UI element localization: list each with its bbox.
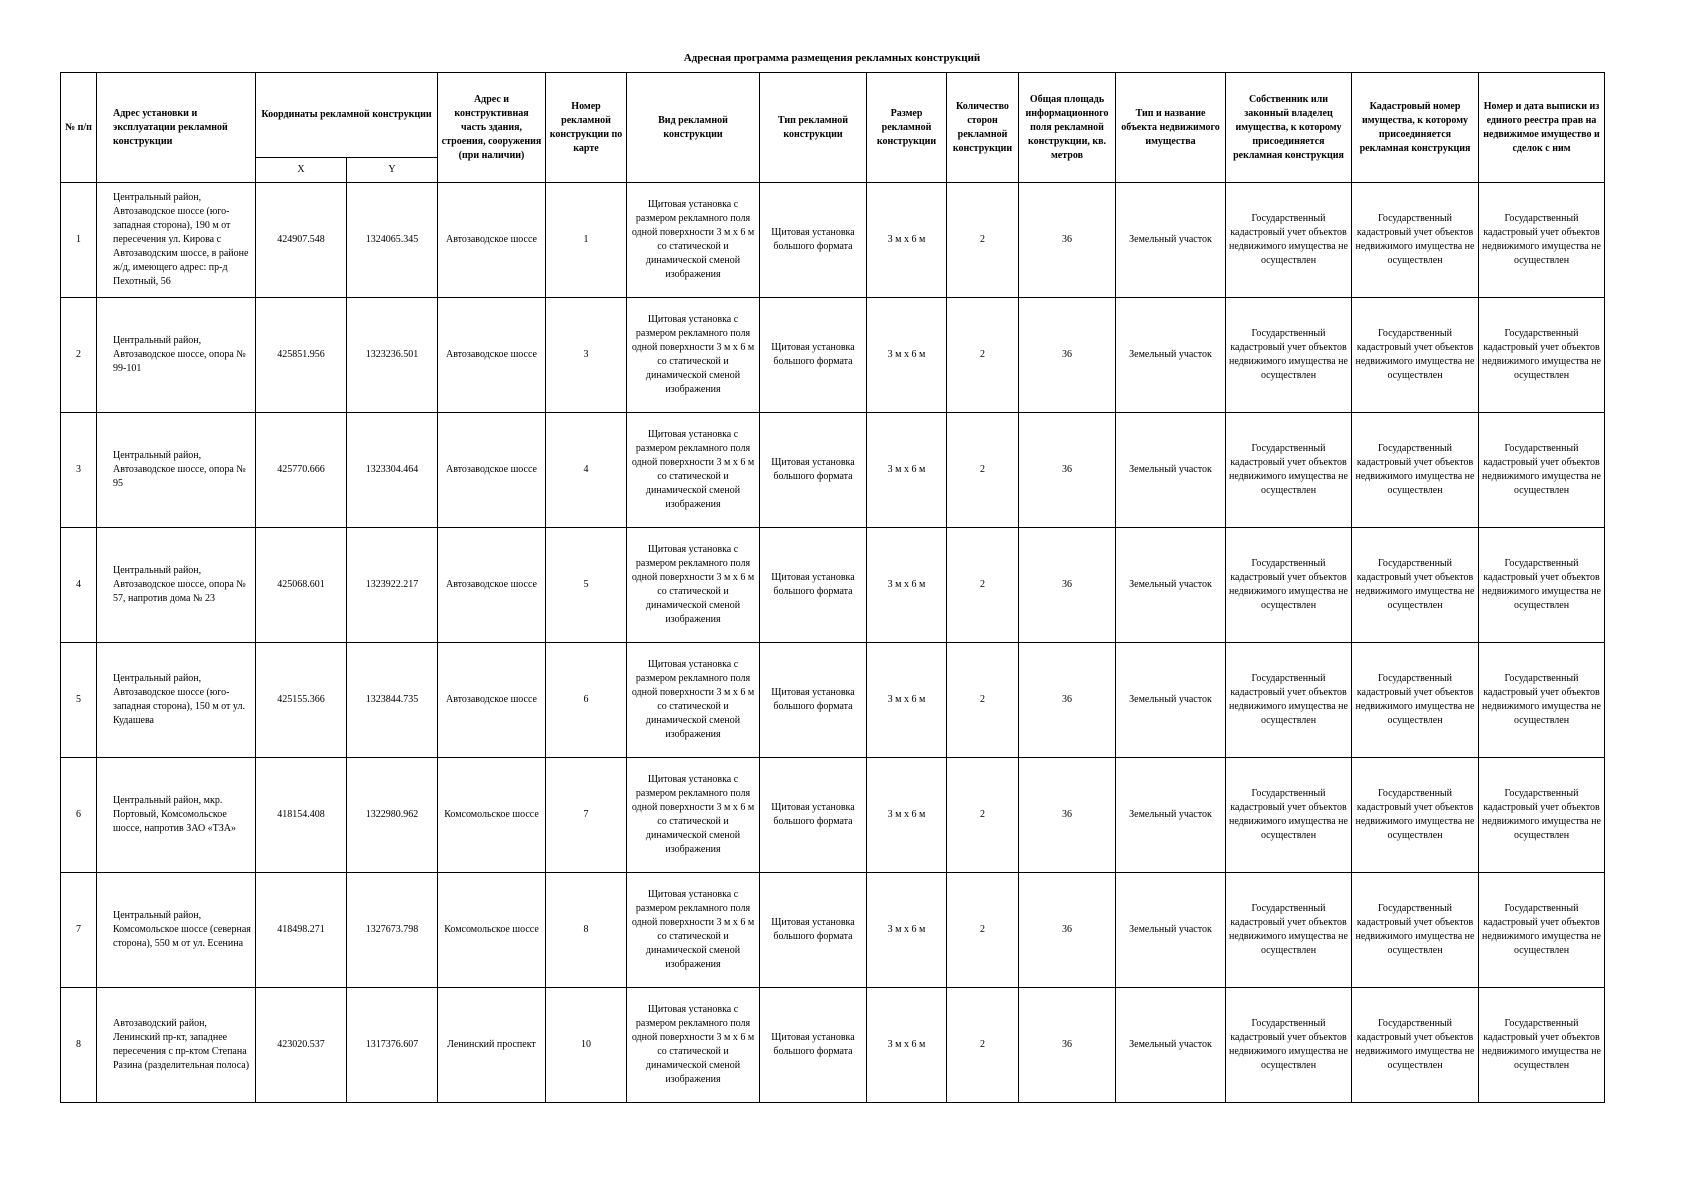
cell-property-type: Земельный участок bbox=[1116, 413, 1226, 528]
cell-owner: Государственный кадастровый учет объектов недвижимого имущества не осуществлен bbox=[1226, 183, 1352, 298]
cell-property-type: Земельный участок bbox=[1116, 873, 1226, 988]
cell-map-number: 3 bbox=[546, 298, 627, 413]
col-header-size: Размер рекламной конструкции bbox=[867, 73, 947, 183]
cell-building-part: Комсомольское шоссе bbox=[438, 758, 546, 873]
cell-registry: Государственный кадастровый учет объектов недвижимого имущества не осуществлен bbox=[1479, 183, 1605, 298]
cell-x: 418498.271 bbox=[256, 873, 347, 988]
cell-address: Центральный район, Комсомольское шоссе (северная сторона), 550 м от ул. Есенина bbox=[97, 873, 256, 988]
cell-x: 425155.366 bbox=[256, 643, 347, 758]
col-header-x: X bbox=[256, 158, 347, 183]
cell-registry: Государственный кадастровый учет объектов недвижимого имущества не осуществлен bbox=[1479, 413, 1605, 528]
cell-building-part: Автозаводское шоссе bbox=[438, 643, 546, 758]
cell-map-number: 8 bbox=[546, 873, 627, 988]
cell-owner: Государственный кадастровый учет объектов недвижимого имущества не осуществлен bbox=[1226, 413, 1352, 528]
cell-cadastral: Государственный кадастровый учет объектов недвижимого имущества не осуществлен bbox=[1352, 988, 1479, 1103]
cell-owner: Государственный кадастровый учет объектов недвижимого имущества не осуществлен bbox=[1226, 298, 1352, 413]
cell-y: 1324065.345 bbox=[347, 183, 438, 298]
cell-size: 3 м х 6 м bbox=[867, 298, 947, 413]
cell-map-number: 4 bbox=[546, 413, 627, 528]
cell-registry: Государственный кадастровый учет объектов недвижимого имущества не осуществлен bbox=[1479, 528, 1605, 643]
cell-address: Центральный район, Автозаводское шоссе, опора № 57, напротив дома № 23 bbox=[97, 528, 256, 643]
cell-property-type: Земельный участок bbox=[1116, 298, 1226, 413]
cell-y: 1322980.962 bbox=[347, 758, 438, 873]
cell-y: 1327673.798 bbox=[347, 873, 438, 988]
col-header-registry: Номер и дата выписки из единого реестра прав на недвижимое имущество и сделок с ним bbox=[1479, 73, 1605, 183]
cell-type: Щитовая установка большого формата bbox=[760, 298, 867, 413]
cell-area: 36 bbox=[1019, 758, 1116, 873]
col-header-sides: Количество сторон рекламной конструкции bbox=[947, 73, 1019, 183]
table-row bbox=[61, 758, 1605, 873]
cell-y: 1323844.735 bbox=[347, 643, 438, 758]
cell-address: Центральный район, Автозаводское шоссе, опора № 99-101 bbox=[97, 298, 256, 413]
col-header-y: Y bbox=[347, 158, 438, 183]
cell-num: 5 bbox=[61, 643, 97, 758]
col-header-cadastral: Кадастровый номер имущества, к которому присоединяется рекламная конструкция bbox=[1352, 73, 1479, 183]
table-row bbox=[61, 988, 1605, 1103]
cell-area: 36 bbox=[1019, 873, 1116, 988]
cell-sides: 2 bbox=[947, 988, 1019, 1103]
col-header-coords: Координаты рекламной конструкции bbox=[256, 73, 438, 158]
cell-area: 36 bbox=[1019, 528, 1116, 643]
cell-area: 36 bbox=[1019, 183, 1116, 298]
table-row bbox=[61, 643, 1605, 758]
table-row bbox=[61, 183, 1605, 298]
cell-address: Центральный район, Автозаводское шоссе, опора № 95 bbox=[97, 413, 256, 528]
cell-cadastral: Государственный кадастровый учет объектов недвижимого имущества не осуществлен bbox=[1352, 643, 1479, 758]
document-title: Адресная программа размещения рекламных конструкций bbox=[683, 52, 981, 64]
cell-num: 7 bbox=[61, 873, 97, 988]
cell-type: Щитовая установка большого формата bbox=[760, 873, 867, 988]
cell-sides: 2 bbox=[947, 298, 1019, 413]
cell-registry: Государственный кадастровый учет объектов недвижимого имущества не осуществлен bbox=[1479, 643, 1605, 758]
cell-area: 36 bbox=[1019, 298, 1116, 413]
cell-map-number: 10 bbox=[546, 988, 627, 1103]
cell-sides: 2 bbox=[947, 528, 1019, 643]
cell-map-number: 5 bbox=[546, 528, 627, 643]
col-header-property-type: Тип и название объекта недвижимого имущества bbox=[1116, 73, 1226, 183]
cell-sides: 2 bbox=[947, 643, 1019, 758]
cell-sides: 2 bbox=[947, 183, 1019, 298]
cell-num: 1 bbox=[61, 183, 97, 298]
cell-kind: Щитовая установка с размером рекламного поля одной поверхности 3 м х 6 м со статической и динамической сменой изображения bbox=[627, 988, 760, 1103]
cell-sides: 2 bbox=[947, 873, 1019, 988]
cell-type: Щитовая установка большого формата bbox=[760, 413, 867, 528]
cell-building-part: Автозаводское шоссе bbox=[438, 183, 546, 298]
cell-kind: Щитовая установка с размером рекламного поля одной поверхности 3 м х 6 м со статической и динамической сменой изображения bbox=[627, 298, 760, 413]
cell-property-type: Земельный участок bbox=[1116, 183, 1226, 298]
cell-owner: Государственный кадастровый учет объектов недвижимого имущества не осуществлен bbox=[1226, 528, 1352, 643]
cell-owner: Государственный кадастровый учет объектов недвижимого имущества не осуществлен bbox=[1226, 758, 1352, 873]
cell-registry: Государственный кадастровый учет объектов недвижимого имущества не осуществлен bbox=[1479, 758, 1605, 873]
cell-num: 4 bbox=[61, 528, 97, 643]
cell-x: 425770.666 bbox=[256, 413, 347, 528]
cell-cadastral: Государственный кадастровый учет объектов недвижимого имущества не осуществлен bbox=[1352, 758, 1479, 873]
cell-size: 3 м х 6 м bbox=[867, 873, 947, 988]
table-row bbox=[61, 413, 1605, 528]
cell-num: 3 bbox=[61, 413, 97, 528]
cell-x: 425851.956 bbox=[256, 298, 347, 413]
table-row bbox=[61, 528, 1605, 643]
cell-sides: 2 bbox=[947, 758, 1019, 873]
cell-type: Щитовая установка большого формата bbox=[760, 643, 867, 758]
cell-building-part: Автозаводское шоссе bbox=[438, 298, 546, 413]
cell-y: 1323922.217 bbox=[347, 528, 438, 643]
cell-property-type: Земельный участок bbox=[1116, 528, 1226, 643]
cell-type: Щитовая установка большого формата bbox=[760, 758, 867, 873]
table-row bbox=[61, 298, 1605, 413]
cell-y: 1317376.607 bbox=[347, 988, 438, 1103]
col-header-owner: Собственник или законный владелец имущества, к которому присоединяется рекламная конструкция bbox=[1226, 73, 1352, 183]
cell-cadastral: Государственный кадастровый учет объектов недвижимого имущества не осуществлен bbox=[1352, 873, 1479, 988]
cell-x: 424907.548 bbox=[256, 183, 347, 298]
cell-area: 36 bbox=[1019, 413, 1116, 528]
cell-owner: Государственный кадастровый учет объектов недвижимого имущества не осуществлен bbox=[1226, 988, 1352, 1103]
cell-registry: Государственный кадастровый учет объектов недвижимого имущества не осуществлен bbox=[1479, 298, 1605, 413]
cell-kind: Щитовая установка с размером рекламного поля одной поверхности 3 м х 6 м со статической и динамической сменой изображения bbox=[627, 873, 760, 988]
cell-type: Щитовая установка большого формата bbox=[760, 183, 867, 298]
cell-kind: Щитовая установка с размером рекламного поля одной поверхности 3 м х 6 м со статической и динамической сменой изображения bbox=[627, 183, 760, 298]
cell-y: 1323236.501 bbox=[347, 298, 438, 413]
cell-kind: Щитовая установка с размером рекламного поля одной поверхности 3 м х 6 м со статической и динамической сменой изображения bbox=[627, 413, 760, 528]
cell-map-number: 6 bbox=[546, 643, 627, 758]
cell-property-type: Земельный участок bbox=[1116, 643, 1226, 758]
cell-size: 3 м х 6 м bbox=[867, 183, 947, 298]
cell-size: 3 м х 6 м bbox=[867, 413, 947, 528]
cell-address: Центральный район, Автозаводское шоссе (юго-западная сторона), 150 м от ул. Кудашева bbox=[97, 643, 256, 758]
cell-kind: Щитовая установка с размером рекламного поля одной поверхности 3 м х 6 м со статической и динамической сменой изображения bbox=[627, 758, 760, 873]
cell-type: Щитовая установка большого формата bbox=[760, 988, 867, 1103]
advertising-structures-table bbox=[60, 72, 1605, 1103]
cell-building-part: Автозаводское шоссе bbox=[438, 528, 546, 643]
col-header-area: Общая площадь информационного поля рекламной конструкции, кв. метров bbox=[1019, 73, 1116, 183]
table-row bbox=[61, 873, 1605, 988]
cell-owner: Государственный кадастровый учет объектов недвижимого имущества не осуществлен bbox=[1226, 873, 1352, 988]
cell-y: 1323304.464 bbox=[347, 413, 438, 528]
cell-cadastral: Государственный кадастровый учет объектов недвижимого имущества не осуществлен bbox=[1352, 183, 1479, 298]
col-header-address: Адрес установки и эксплуатации рекламной конструкции bbox=[97, 73, 256, 183]
cell-kind: Щитовая установка с размером рекламного поля одной поверхности 3 м х 6 м со статической и динамической сменой изображения bbox=[627, 643, 760, 758]
cell-owner: Государственный кадастровый учет объектов недвижимого имущества не осуществлен bbox=[1226, 643, 1352, 758]
cell-x: 425068.601 bbox=[256, 528, 347, 643]
cell-registry: Государственный кадастровый учет объектов недвижимого имущества не осуществлен bbox=[1479, 873, 1605, 988]
cell-x: 423020.537 bbox=[256, 988, 347, 1103]
cell-cadastral: Государственный кадастровый учет объектов недвижимого имущества не осуществлен bbox=[1352, 298, 1479, 413]
cell-size: 3 м х 6 м bbox=[867, 988, 947, 1103]
cell-size: 3 м х 6 м bbox=[867, 643, 947, 758]
cell-num: 6 bbox=[61, 758, 97, 873]
cell-sides: 2 bbox=[947, 413, 1019, 528]
cell-x: 418154.408 bbox=[256, 758, 347, 873]
cell-size: 3 м х 6 м bbox=[867, 528, 947, 643]
cell-kind: Щитовая установка с размером рекламного поля одной поверхности 3 м х 6 м со статической и динамической сменой изображения bbox=[627, 528, 760, 643]
cell-area: 36 bbox=[1019, 643, 1116, 758]
col-header-building-part: Адрес и конструктивная часть здания, строения, сооружения (при наличии) bbox=[438, 73, 546, 183]
col-header-kind: Вид рекламной конструкции bbox=[627, 73, 760, 183]
header-row bbox=[61, 73, 1605, 158]
cell-property-type: Земельный участок bbox=[1116, 988, 1226, 1103]
cell-building-part: Ленинский проспект bbox=[438, 988, 546, 1103]
cell-property-type: Земельный участок bbox=[1116, 758, 1226, 873]
cell-building-part: Комсомольское шоссе bbox=[438, 873, 546, 988]
table-body bbox=[61, 183, 1605, 1103]
cell-type: Щитовая установка большого формата bbox=[760, 528, 867, 643]
cell-cadastral: Государственный кадастровый учет объектов недвижимого имущества не осуществлен bbox=[1352, 528, 1479, 643]
cell-num: 8 bbox=[61, 988, 97, 1103]
cell-address: Центральный район, Автозаводское шоссе (юго-западная сторона), 190 м от пересечения ул. Кирова с Автозаводским шоссе, в районе ж/д, имеющего адрес: пр-д Пехотный, 56 bbox=[97, 183, 256, 298]
cell-map-number: 1 bbox=[546, 183, 627, 298]
cell-num: 2 bbox=[61, 298, 97, 413]
cell-building-part: Автозаводское шоссе bbox=[438, 413, 546, 528]
cell-registry: Государственный кадастровый учет объектов недвижимого имущества не осуществлен bbox=[1479, 988, 1605, 1103]
col-header-type: Тип рекламной конструкции bbox=[760, 73, 867, 183]
cell-address: Центральный район, мкр. Портовый, Комсомольское шоссе, напротив ЗАО «ТЗА» bbox=[97, 758, 256, 873]
cell-cadastral: Государственный кадастровый учет объектов недвижимого имущества не осуществлен bbox=[1352, 413, 1479, 528]
cell-map-number: 7 bbox=[546, 758, 627, 873]
col-header-num: № п/п bbox=[61, 73, 97, 183]
cell-area: 36 bbox=[1019, 988, 1116, 1103]
cell-address: Автозаводский район, Ленинский пр-кт, западнее пересечения с пр-ктом Степана Разина (разделительная полоса) bbox=[97, 988, 256, 1103]
cell-size: 3 м х 6 м bbox=[867, 758, 947, 873]
col-header-map-number: Номер рекламной конструкции по карте bbox=[546, 73, 627, 183]
